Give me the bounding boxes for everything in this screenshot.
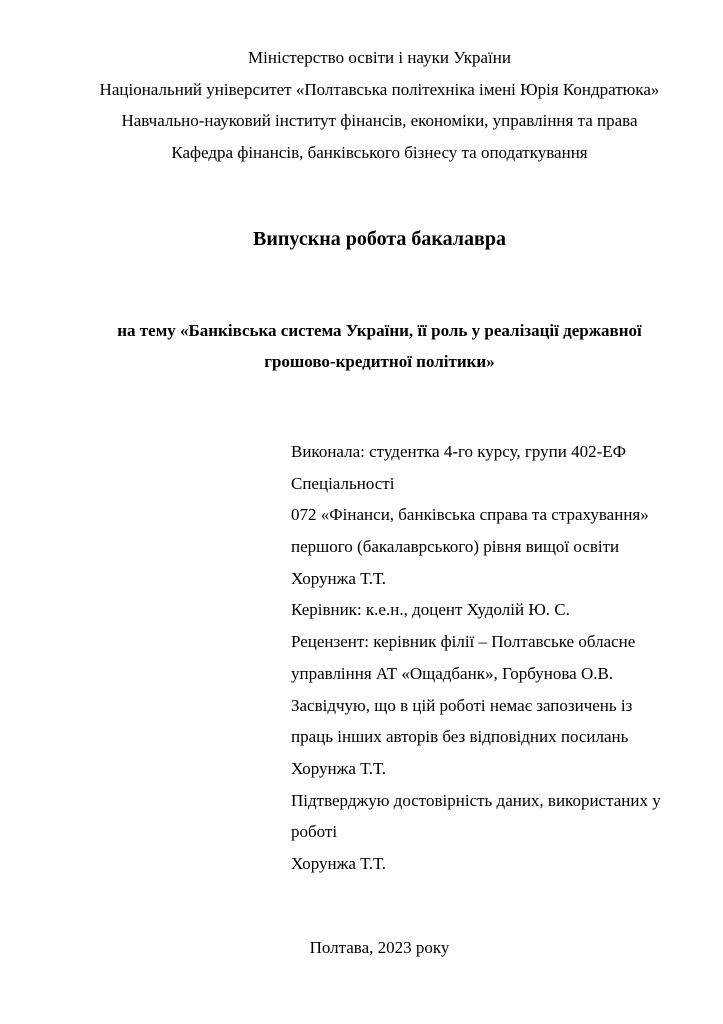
student-details-block [291, 436, 671, 880]
city-year-footer: Полтава, 2023 року [309, 937, 450, 957]
supervisor-line: Керівник: к.е.н., доцент Худолій Ю. С. [291, 600, 570, 620]
department-line: Кафедра фінансів, банківського бізнесу та оподаткування [171, 143, 588, 163]
student-name-line-1: Хорунжа Т.Т. [291, 568, 386, 588]
title-page-header [88, 42, 671, 169]
thesis-title: Випускна робота бакалавра [253, 227, 506, 250]
university-line: Національний університет «Полтавська політехніка імені Юрія Кондратюка» [99, 79, 660, 99]
confirmation-line-2: роботі [291, 822, 338, 842]
declaration-line-1: Засвідчую, що в цій роботі немає запозичень із [291, 695, 633, 715]
confirmation-line-1: Підтверджую достовірність даних, використаних у [291, 790, 661, 810]
reviewer-line-2: управління АТ «Ощадбанк», Горбунова О.В. [291, 663, 614, 683]
topic-line-2: грошово-кредитної політики» [264, 352, 495, 372]
performed-by-line: Виконала: студентка 4-го курсу, групи 402-ЕФ [291, 441, 627, 461]
ministry-line: Міністерство освіти і науки України [248, 48, 511, 67]
thesis-topic [88, 315, 671, 378]
speciality-label-line: Спеціальності [291, 473, 395, 493]
student-name-line-2: Хорунжа Т.Т. [291, 758, 386, 778]
education-level-line: першого (бакалаврського) рівня вищої освіти [291, 537, 620, 557]
reviewer-line-1: Рецензент: керівник філії – Полтавське обласне [291, 632, 636, 652]
institute-line: Навчально-науковий інститут фінансів, економіки, управління та права [121, 111, 638, 131]
student-name-line-3: Хорунжа Т.Т. [291, 854, 386, 874]
declaration-line-2: праць інших авторів без відповідних посилань [291, 727, 629, 747]
topic-line-1: на тему «Банківська система України, її роль у реалізації державної [117, 320, 642, 340]
speciality-code-line: 072 «Фінанси, банківська справа та страхування» [291, 505, 649, 525]
